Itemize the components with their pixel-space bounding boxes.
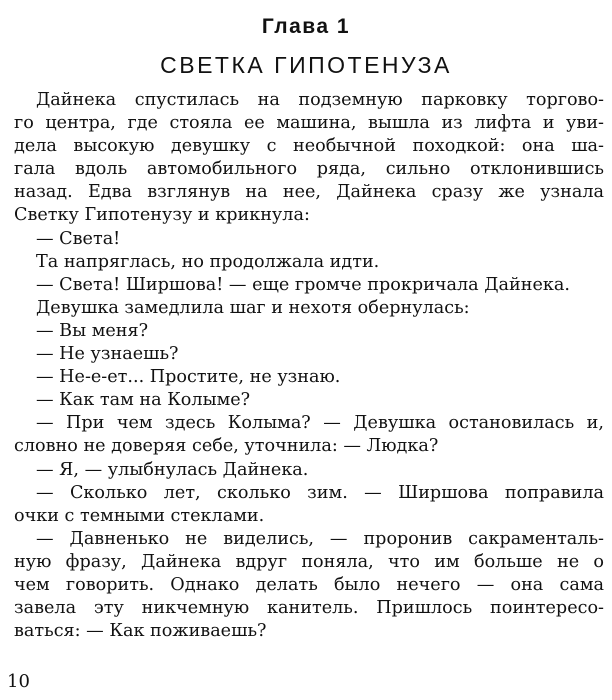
text-line: очки с темными стеклами. xyxy=(14,505,265,526)
text-line: Девушка замедлила шаг и нехотя обернулась: xyxy=(36,297,470,318)
text-line: дела высокую девушку с необычной походкой: она ша- xyxy=(14,136,604,157)
body-text xyxy=(14,89,604,643)
text-line: — Не узнаешь? xyxy=(36,344,179,365)
chapter-label: Глава 1 xyxy=(261,15,351,38)
text-line: — Я, — улыбнулась Дайнека. xyxy=(36,459,309,480)
text-line: — Света! Ширшова! — еще громче прокричала Дайнека. xyxy=(36,274,570,295)
text-line: Та напряглась, но продолжала идти. xyxy=(36,251,380,272)
text-line: Дайнека спустилась на подземную парковку торгово- xyxy=(36,90,604,110)
text-line: — Вы меня? xyxy=(36,320,149,341)
text-line: гала вдоль автомобильного ряда, сильно отклонившись xyxy=(14,159,604,180)
text-line: завела эту никчемную канитель. Пришлось поинтересо- xyxy=(14,598,604,619)
text-line: Светку Гипотенузу и крикнула: xyxy=(14,205,310,226)
text-line: го центра, где стояла ее машина, вышла из лифта и уви- xyxy=(14,113,604,134)
page-number: 10 xyxy=(7,671,30,692)
text-line: словно не доверяя себе, уточнила: — Людка? xyxy=(14,436,439,457)
text-line: ную фразу, Дайнека вдруг поняла, что им больше не о xyxy=(14,551,604,572)
chapter-title: СВЕТКА ГИПОТЕНУЗА xyxy=(160,52,452,78)
text-line: — Не-е-ет... Простите, не узнаю. xyxy=(36,367,341,388)
text-line: — При чем здесь Колыма? — Девушка остановилась и, xyxy=(36,413,604,434)
text-line: — Давненько не виделись, — проронив сакраменталь- xyxy=(36,528,604,549)
text-line: — Сколько лет, сколько зим. — Ширшова поправила xyxy=(36,482,604,503)
text-line: — Как там на Колыме? xyxy=(36,390,251,411)
text-line: ваться: — Как поживаешь? xyxy=(14,621,267,642)
text-line: назад. Едва взглянув на нее, Дайнека сразу же узнала xyxy=(14,182,604,203)
text-line: — Света! xyxy=(36,228,121,249)
text-line: чем говорить. Однако делать было нечего — она сама xyxy=(14,574,604,595)
